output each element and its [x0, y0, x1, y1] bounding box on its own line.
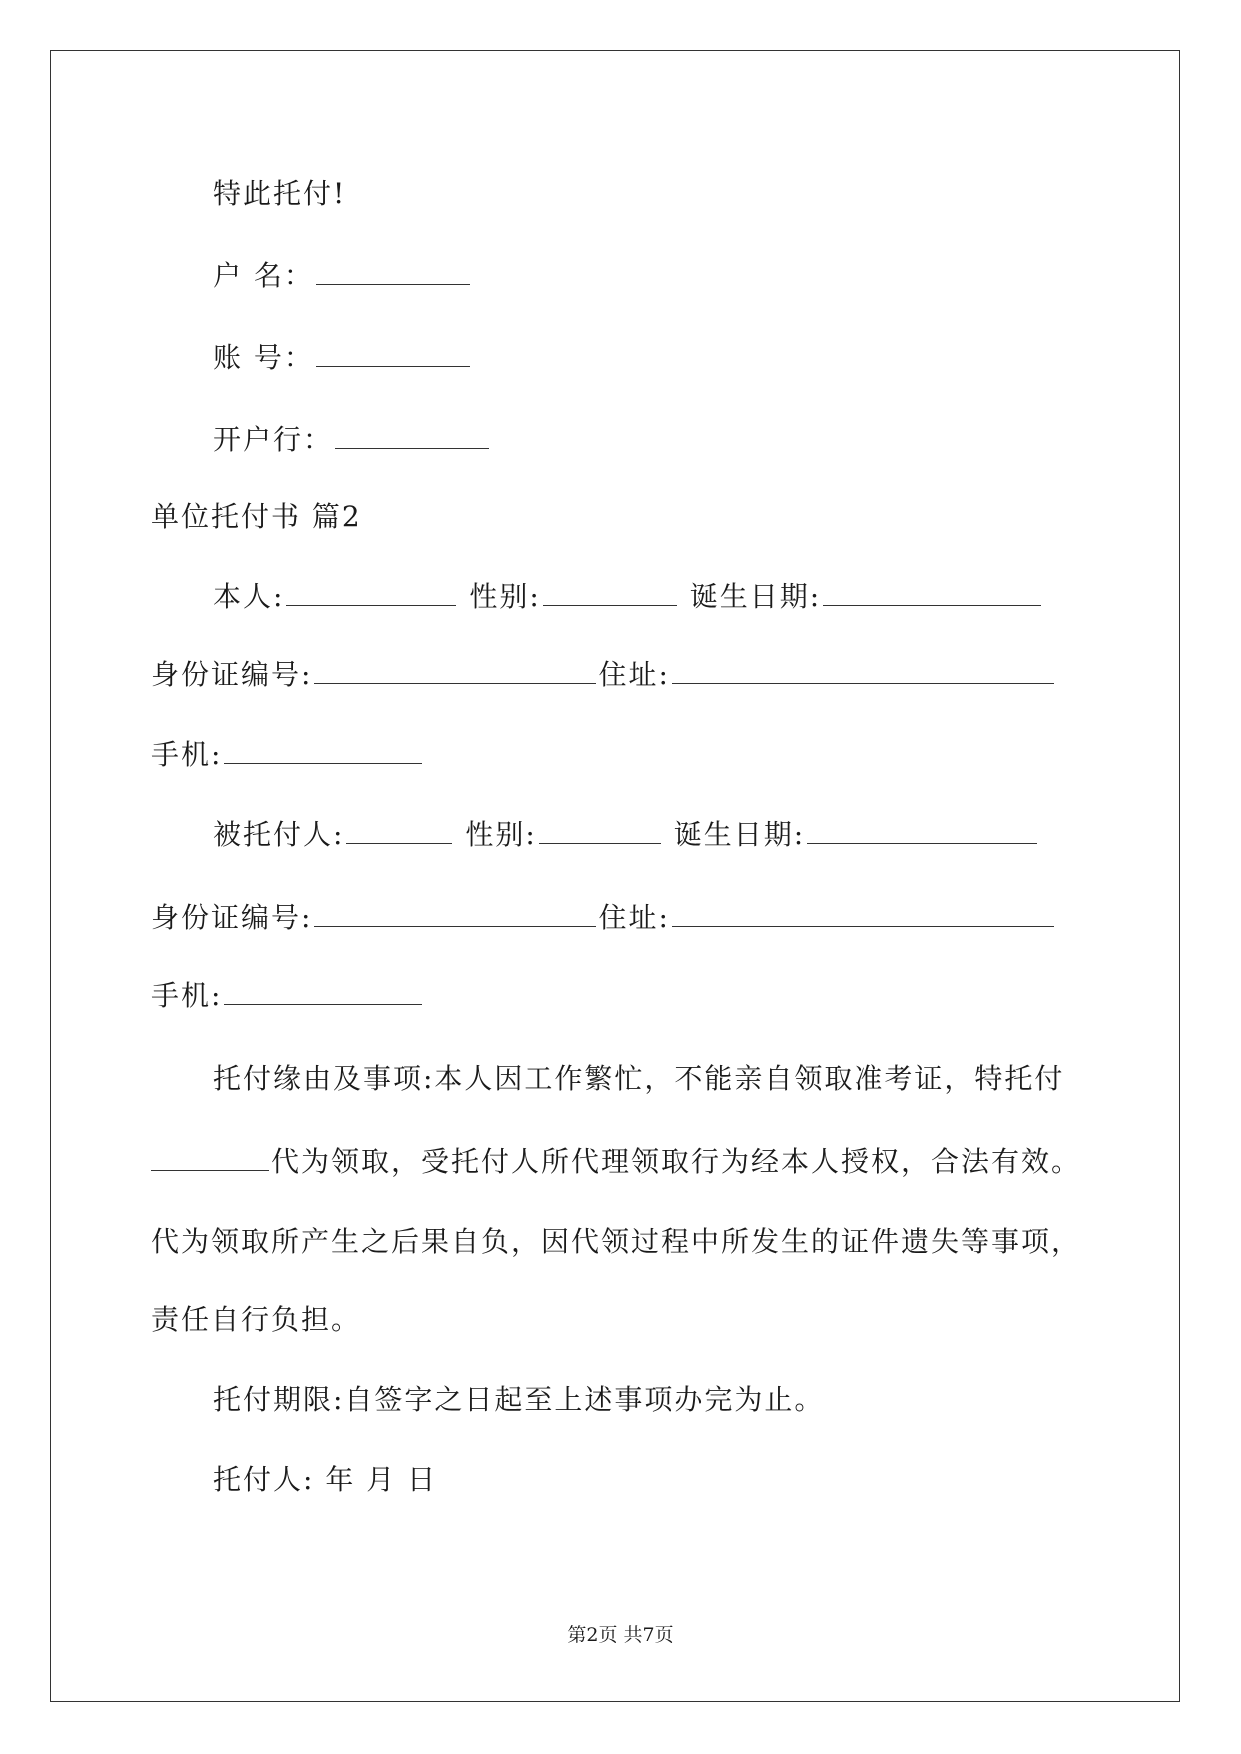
principal-gender-blank: [543, 579, 677, 606]
agent-birth-label: 诞生日期:: [673, 818, 806, 851]
section-title: [151, 497, 362, 537]
principal-id-blank: [314, 657, 596, 684]
bank-blank: [335, 422, 489, 449]
page-footer: [0, 1620, 1241, 1647]
principal-phone-label: 手机:: [151, 738, 223, 771]
principal-gender-label: 性别:: [469, 580, 541, 613]
agent-self-label: 被托付人:: [213, 818, 345, 851]
reason-text-4: 责任自行负担。: [151, 1303, 362, 1336]
signature-text: 托付人: 年 月 日: [213, 1463, 438, 1496]
agent-id-blank: [314, 900, 596, 927]
term-text: 托付期限:自签字之日起至上述事项办完为止。: [213, 1383, 825, 1416]
principal-self-label: 本人:: [213, 580, 285, 613]
principal-birth-label: 诞生日期:: [689, 580, 822, 613]
signature-line: [213, 1460, 437, 1500]
agent-address-blank: [672, 900, 1054, 927]
reason-text-1: 托付缘由及事项:本人因工作繁忙，不能亲自领取准考证，特托付: [213, 1062, 1065, 1095]
account-number-row: [213, 338, 472, 378]
bank-row: [213, 420, 491, 460]
reason-line-4: [151, 1300, 361, 1340]
agent-row-2: [151, 898, 1056, 938]
account-name-blank: [316, 258, 470, 285]
reason-line-3: [151, 1222, 1081, 1262]
closing-text: 特此托付!: [213, 177, 347, 210]
principal-id-label: 身份证编号:: [151, 658, 313, 691]
agent-gender-label: 性别:: [465, 818, 537, 851]
delegate-name-blank: [151, 1144, 269, 1171]
agent-gender-blank: [539, 817, 661, 844]
agent-row-1: [213, 815, 1039, 855]
principal-phone-blank: [224, 737, 422, 764]
page-border: [50, 50, 1180, 1702]
reason-text-2: 代为领取，受托付人所代理领取行为经本人授权，合法有效。: [271, 1145, 1082, 1178]
agent-id-label: 身份证编号:: [151, 901, 313, 934]
principal-self-blank: [286, 579, 456, 606]
reason-text-3: 代为领取所产生之后果自负，因代领过程中所发生的证件遗失等事项，: [151, 1225, 1082, 1258]
bank-label: 开户行：: [213, 423, 334, 456]
term-line: [213, 1380, 824, 1420]
principal-address-blank: [672, 657, 1054, 684]
account-number-label: 账 号：: [213, 341, 314, 374]
reason-line-2: [151, 1142, 1081, 1182]
principal-address-label: 住址:: [598, 658, 670, 691]
principal-birth-blank: [823, 579, 1041, 606]
principal-row-2: [151, 655, 1056, 695]
account-name-row: [213, 256, 472, 296]
page-number: 第2页 共7页: [567, 1624, 674, 1646]
agent-phone-blank: [224, 978, 422, 1005]
principal-row-1: [213, 577, 1043, 617]
agent-birth-blank: [807, 817, 1037, 844]
account-name-label: 户 名：: [213, 259, 314, 292]
agent-self-blank: [346, 817, 452, 844]
agent-row-3: [151, 976, 424, 1016]
principal-row-3: [151, 735, 424, 775]
reason-line-1: [213, 1059, 1064, 1099]
account-number-blank: [316, 340, 470, 367]
agent-phone-label: 手机:: [151, 979, 223, 1012]
section-title-text: 单位托付书 篇2: [151, 500, 362, 533]
agent-address-label: 住址:: [598, 901, 670, 934]
closing-line: [213, 174, 346, 214]
